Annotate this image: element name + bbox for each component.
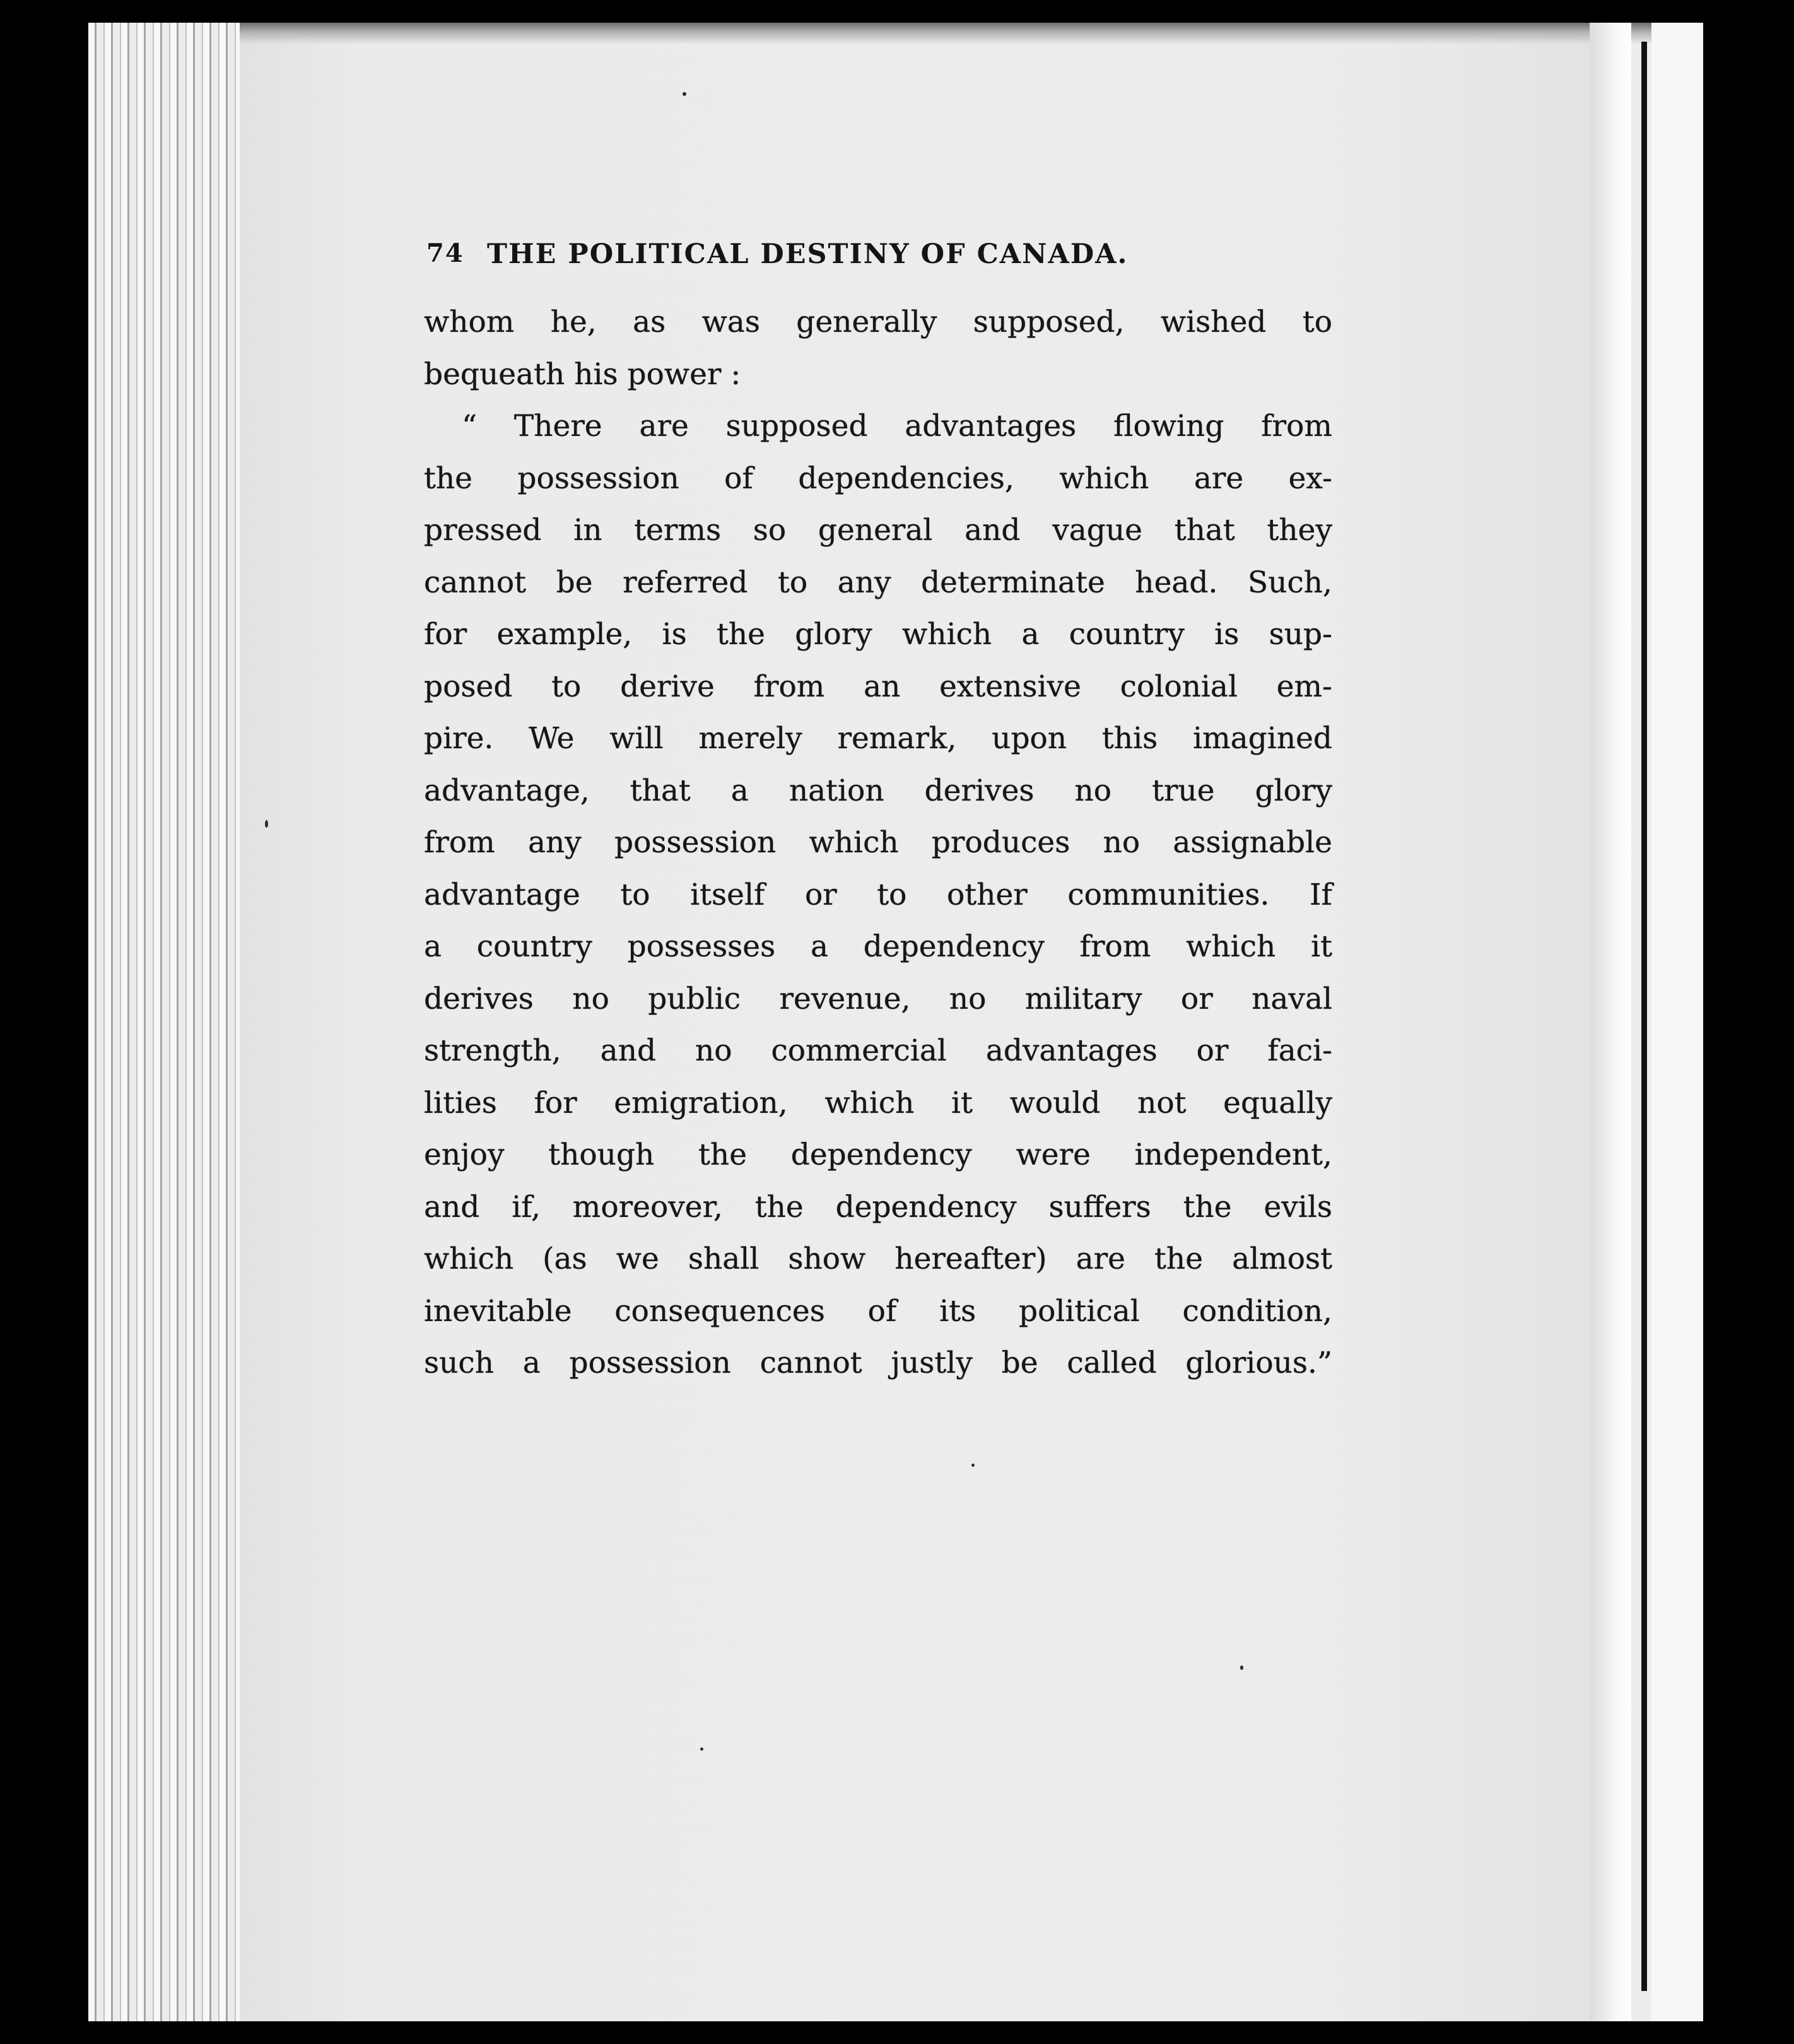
next-page-edge bbox=[1651, 23, 1703, 2021]
top-shadow bbox=[240, 23, 1703, 44]
text-line: cannot be referred to any determinate head. Such, bbox=[424, 565, 1332, 600]
right-gutter bbox=[1590, 23, 1631, 2021]
text-line: a country possesses a dependency from which it bbox=[424, 929, 1332, 964]
page-number: 74 bbox=[426, 238, 464, 268]
text-line: advantage, that a nation derives no true glory bbox=[424, 773, 1332, 808]
scan-speck bbox=[971, 1464, 975, 1467]
text-line: pressed in terms so general and vague that they bbox=[424, 513, 1332, 548]
text-line: which (as we shall show hereafter) are the almost bbox=[424, 1242, 1332, 1276]
text-line: such a possession cannot justly be called glorious.” bbox=[424, 1346, 1332, 1380]
scan-speck bbox=[1240, 1665, 1243, 1670]
running-header bbox=[424, 225, 1332, 294]
scan-speck bbox=[265, 820, 268, 828]
text-line: posed to derive from an extensive colonial em- bbox=[424, 669, 1332, 704]
text-line: advantage to itself or to other communities. If bbox=[424, 877, 1332, 912]
text-line: derives no public revenue, no military or naval bbox=[424, 981, 1332, 1016]
text-line: enjoy though the dependency were independent, bbox=[424, 1137, 1332, 1172]
text-line: for example, is the glory which a country is sup- bbox=[424, 617, 1332, 652]
text-line: from any possession which produces no assignable bbox=[424, 825, 1332, 860]
text-line: bequeath his power : bbox=[424, 356, 741, 392]
running-title: THE POLITICAL DESTINY OF CANADA. bbox=[487, 238, 1129, 270]
text-line: lities for emigration, which it would not equally bbox=[424, 1085, 1332, 1120]
text-line: inevitable consequences of its political condition, bbox=[424, 1293, 1332, 1329]
gutter-line bbox=[1641, 42, 1647, 1991]
text-line: “ There are supposed advantages flowing from bbox=[462, 409, 1332, 443]
text-line: pire. We will merely remark, upon this imagined bbox=[424, 721, 1332, 756]
text-line: strength, and no commercial advantages or faci- bbox=[424, 1033, 1332, 1068]
page-edge-strips bbox=[88, 23, 240, 2021]
body-text bbox=[424, 297, 1332, 1390]
text-line: the possession of dependencies, which are ex- bbox=[424, 461, 1332, 496]
text-line: and if, moreover, the dependency suffers the evils bbox=[424, 1189, 1332, 1225]
text-line: whom he, as was generally supposed, wished to bbox=[424, 305, 1332, 339]
scan-speck bbox=[700, 1747, 703, 1751]
scan-speck bbox=[683, 92, 686, 96]
